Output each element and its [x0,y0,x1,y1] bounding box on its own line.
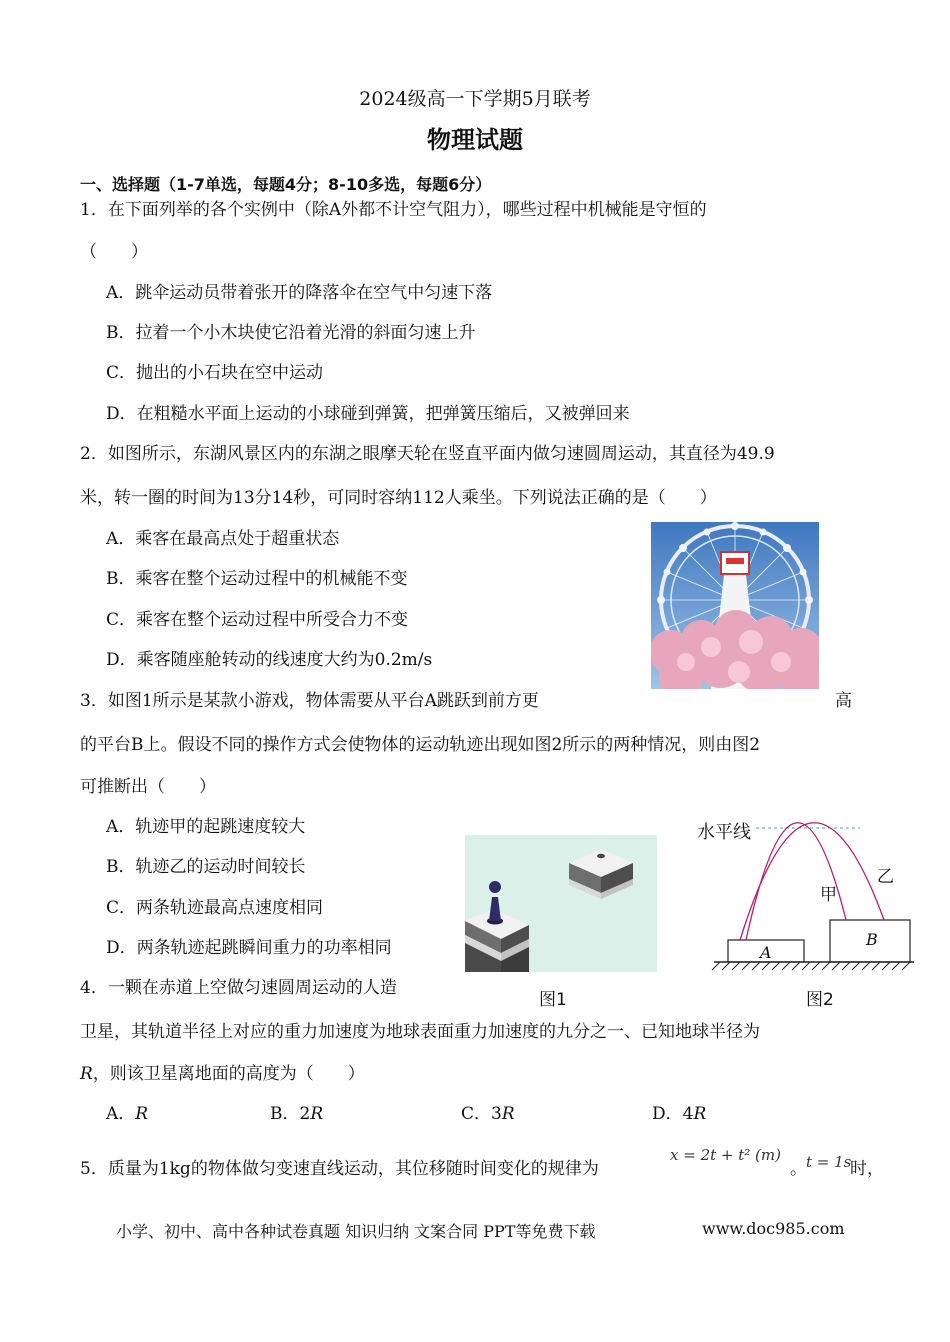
q3-stem-line1-end: 高 [835,691,852,711]
q3-stem-line2: 的平台B上。假设不同的操作方式会使物体的运动轨迹出现如图2所示的两种情况，则由图2 [80,735,761,755]
figure-1-caption: 图1 [539,990,567,1010]
q5-separator: 。 [790,1159,807,1179]
figure-2-horizontal-label: 水平线 [697,822,751,843]
q1-option-d: D．在粗糙水平面上运动的小球碰到弹簧，把弹簧压缩后，又被弹回来 [106,404,630,424]
q3-option-b: B．轨迹乙的运动时间较长 [106,857,306,877]
q4-option-b: B．2R [270,1104,324,1124]
q1-option-b: B．拉着一个小木块使它沿着光滑的斜面匀速上升 [106,323,476,343]
q3-option-a: A．轨迹甲的起跳速度较大 [106,817,306,837]
exam-name: 2024级高一下学期5月联考 [359,88,591,110]
q5-displacement-formula: x = 2t + t² (m) [670,1146,781,1164]
q2-stem-line2: 米，转一圈的时间为13分14秒，可同时容纳112人乘坐。下列说法正确的是（ ） [80,488,717,508]
page-title: 物理试题 [427,126,523,154]
q3-stem-line3: 可推断出（ ） [80,777,216,797]
figure-2-path-jia-label: 甲 [820,885,837,905]
figure-2-caption: 图2 [806,990,834,1010]
footer-website-link[interactable]: www.doc985.com [702,1219,845,1238]
q4-option-c: C．3R [461,1104,515,1124]
q1-answer-paren: （ ） [80,242,148,262]
q5-stem: 5．质量为1kg的物体做匀变速直线运动，其位移随时间变化的规律为 [80,1159,599,1179]
q1-option-c: C．抛出的小石块在空中运动 [106,363,324,383]
footer-promo: 小学、初中、高中各种试卷真题 知识归纳 文案合同 PPT等免费下载 [116,1222,596,1241]
q4-stem-line2: 卫星，其轨道半径上对应的重力加速度为地球表面重力加速度的九分之一、已知地球半径为 [80,1022,760,1042]
figure-1-game [465,835,657,972]
figure-2-platform-b-label: B [866,930,878,949]
ferris-wheel-photo [651,522,819,689]
section-heading: 一、选择题（1-7单选，每题4分；8-10多选，每题6分） [80,175,492,194]
q3-option-c: C．两条轨迹最高点速度相同 [106,898,324,918]
q4-stem-line3: R，则该卫星离地面的高度为（ ） [80,1064,365,1084]
q5-time-formula: t = 1s [806,1153,852,1171]
figure-2-path-yi-label: 乙 [877,867,894,887]
q2-option-d: D．乘客随座舱转动的线速度大约为0.2m/s [106,650,433,670]
q4-option-d: D．4R [652,1104,707,1124]
q3-option-d: D．两条轨迹起跳瞬间重力的功率相同 [106,938,392,958]
q3-stem-line1: 3．如图1所示是某款小游戏，物体需要从平台A跳跃到前方更 [80,691,539,711]
q4-radius-var: R [80,1064,93,1084]
q2-option-a: A．乘客在最高点处于超重状态 [106,529,340,549]
q2-option-c: C．乘客在整个运动过程中所受合力不变 [106,610,409,630]
q1-option-a: A．跳伞运动员带着张开的降落伞在空气中匀速下落 [106,283,493,303]
q4-option-a: A．R [106,1104,149,1124]
figure-2-platform-a-label: A [760,943,772,962]
q4-stem-line1: 4．一颗在赤道上空做匀速圆周运动的人造 [80,978,397,998]
q1-stem: 1．在下面列举的各个实例中（除A外都不计空气阻力），哪些过程中机械能是守恒的 [80,200,707,220]
q2-option-b: B．乘客在整个运动过程中的机械能不变 [106,569,408,589]
q5-stem-end: 时， [850,1159,884,1179]
q2-stem-line1: 2．如图所示，东湖风景区内的东湖之眼摩天轮在竖直平面内做匀速圆周运动，其直径为49.9 [80,444,775,464]
